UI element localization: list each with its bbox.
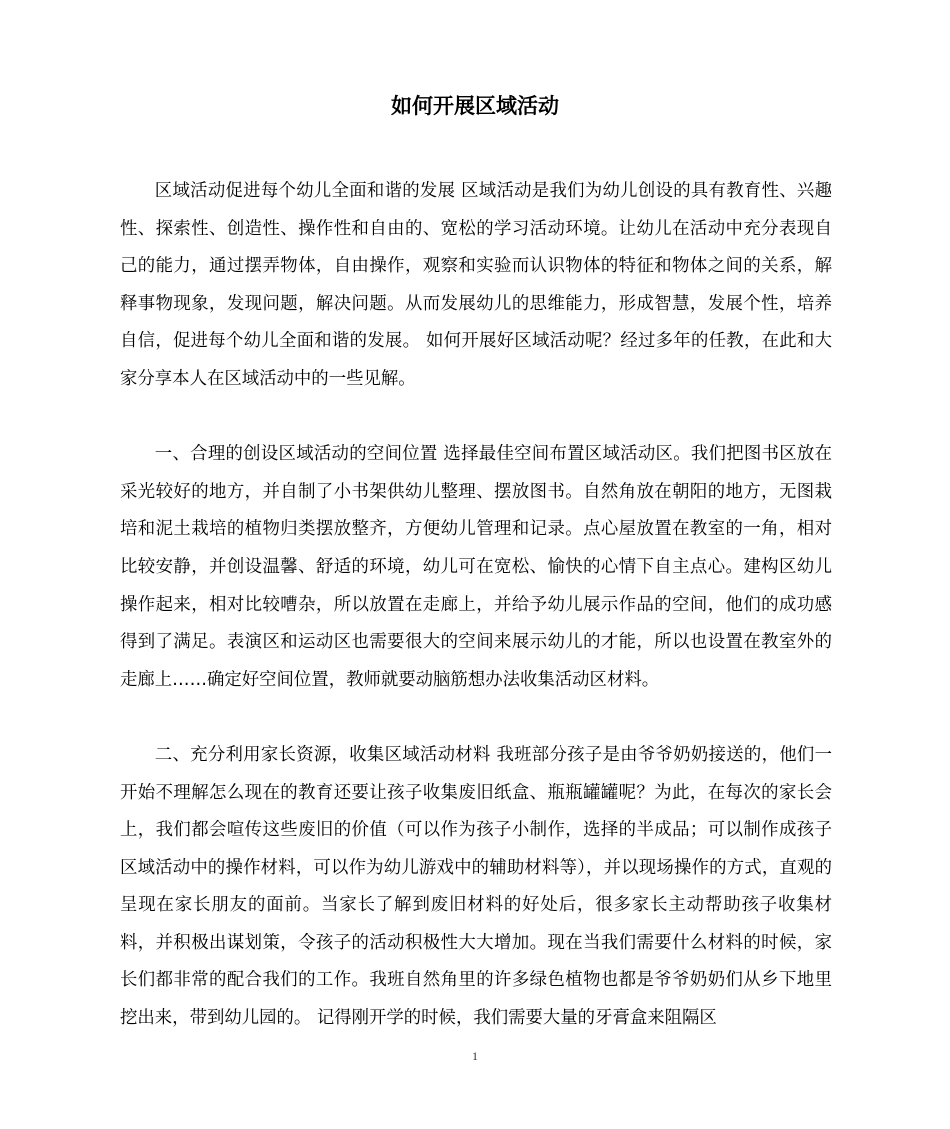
document-title: 如何开展区域活动 [391, 94, 559, 118]
page-number: 1 [472, 1049, 478, 1063]
paragraph-section-2: 二、充分利用家长资源，收集区域活动材料 我班部分孩子是由爷爷奶奶接送的，他们一开始不理解怎么现在的教育还要让孩子收集废旧纸盒、瓶瓶罐罐呢？为此，在每次的家长会上，我们都会喧传这些废旧的价值（可以作为孩子小制作，选择的半成品；可以制作成孩子区域活动中的操作材料，可以作为幼儿游戏中的辅助材料等），并以现场操作的方式，直观的呈现在家长朋友的面前。当家长了解到废旧材料的好处后，很多家长主动帮助孩子收集材料，并积极出谋划策，令孩子的活动积极性大大增加。现在当我们需要什么材料的时候，家长们都非常的配合我们的工作。我班自然角里的许多绿色植物也都是爷爷奶奶们从乡下地里挖出来，带到幼儿园的。 记得刚开学的时候，我们需要大量的牙膏盒来阻隔区 [120, 744, 832, 1029]
document-body [120, 173, 832, 1038]
paragraph-section-1: 一、合理的创设区域活动的空间位置 选择最佳空间布置区域活动区。我们把图书区放在采光较好的地方，并自制了小书架供幼儿整理、摆放图书。自然角放在朝阳的地方，无图栽培和泥土栽培的植物归类摆放整齐，方便幼儿管理和记录。点心屋放置在教室的一角，相对比较安静，并创设温馨、舒适的环境，幼儿可在宽松、愉快的心情下自主点心。建构区幼儿操作起来，相对比较嘈杂，所以放置在走廊上，并给予幼儿展示作品的空间，他们的成功感得到了满足。表演区和运动区也需要很大的空间来展示幼儿的才能，所以也设置在教室外的走廊上……确定好空间位置，教师就要动脑筋想办法收集活动区材料。 [120, 444, 832, 690]
paragraph-intro: 区域活动促进每个幼儿全面和谐的发展 区域活动是我们为幼儿创设的具有教育性、兴趣性、探索性、创造性、操作性和自由的、宽松的学习活动环境。让幼儿在活动中充分表现自己的能力，通过摆弄物体，自由操作，观察和实验而认识物体的特征和物体之间的关系，解释事物现象，发现问题，解决问题。从而发展幼儿的思维能力，形成智慧，发展个性，培养自信，促进每个幼儿全面和谐的发展。 如何开展好区域活动呢？经过多年的任教，在此和大家分享本人在区域活动中的一些见解。 [120, 181, 832, 389]
